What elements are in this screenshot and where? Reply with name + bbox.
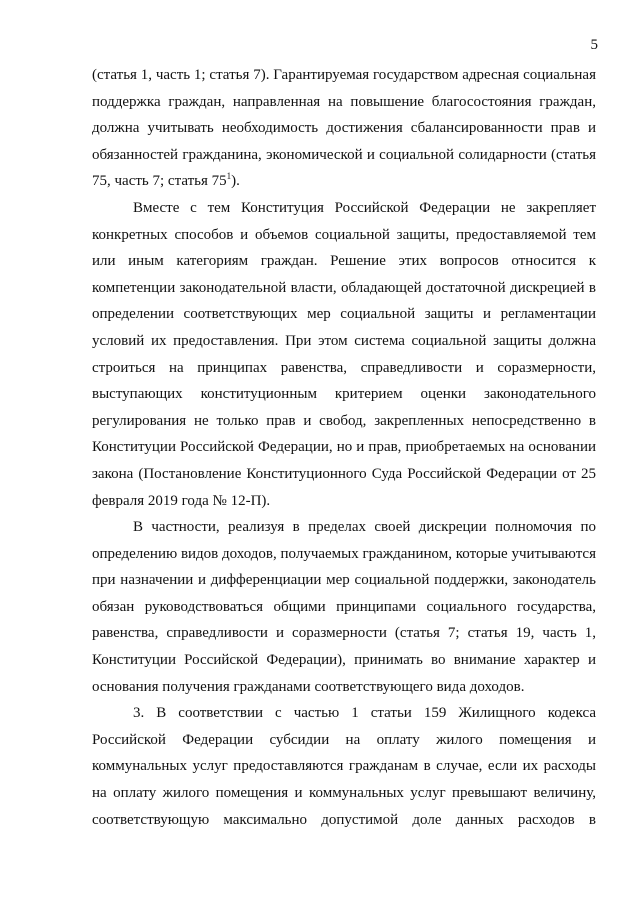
paragraph-income-types: В частности, реализуя в пределах своей дискреции полномочия по определению видов доходов, получаемых гражданином, которые учитываются при назначении и дифференциации мер социальной поддержки, законодатель обязан руководствоваться общими принципами социального государства, равенства, справедливости и соразмерности (статья 7; статья 19, часть 1, Конституции Российской Федерации), принимать во внимание характер и основания получения гражданами соответствующего вида доходов. bbox=[92, 519, 596, 695]
page-number: 5 bbox=[590, 37, 598, 53]
document-body bbox=[92, 62, 596, 833]
paragraph-social-protection: Вместе с тем Конституция Российской Федерации не закрепляет конкретных способов и объемов социальной защиты, предоставляемой тем или иным категориям граждан. Решение этих вопросов относится к компетенции законодательной власти, обладающей достаточной дискрецией в определении соответствующих мер социальной защиты и регламентации условий их предоставления. При этом система социальной защиты должна строиться на принципах равенства, справедливости и соразмерности, выступающих конституционным критерием оценки законодательного регулирования не только прав и свобод, закрепленных непосредственно в Конституции Российской Федерации, но и прав, приобретаемых на основании закона (Постановление Конституционного Суда Российской Федерации от 25 февраля 2019 года № 12-П). bbox=[92, 199, 596, 509]
paragraph-housing-code: 3. В соответствии с частью 1 статьи 159 Жилищного кодекса Российской Федерации субсидии на оплату жилого помещения и коммунальных услуг предоставляются гражданам в случае, если их расходы на оплату жилого помещения и коммунальных услуг превышают величину, соответствующую максимально допустимой доле данных расходов в bbox=[92, 705, 596, 828]
paragraph-continuation bbox=[92, 62, 596, 195]
superscript-marker: 1 bbox=[226, 171, 232, 182]
paragraph-text: (статья 1, часть 1; статья 7). Гарантируемая государством адресная социальная поддержка граждан, направленная на повышение благосостояния граждан, должна учитывать необходимость достижения сбалансированности прав и обязанностей гражданина, экономической и социальной солидарности (статья 75, часть 7; статья 75 bbox=[92, 67, 596, 190]
paragraph-text-end: ). bbox=[231, 173, 240, 190]
